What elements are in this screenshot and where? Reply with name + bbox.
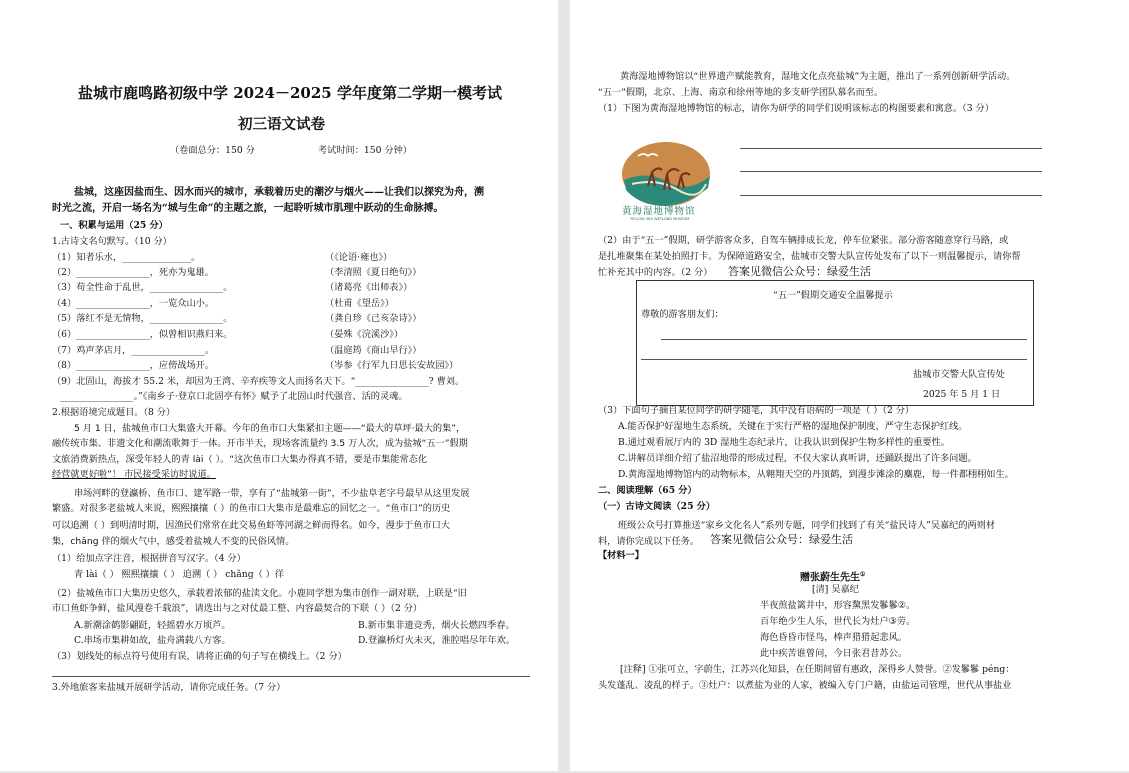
option-d: D.黄海湿地博物馆内的动物标本，从翱翔天空的丹顶鹤，到漫步滩涂的麋鹿，每一件都栩栩如生。 [618, 469, 1014, 480]
intro-line: 盐城，这座因盐而生、因水而兴的城市，承载着历史的潮汐与烟火——让我们以探究为舟，溯 [74, 187, 484, 198]
exam-subtitle: 初三语文试卷 [238, 116, 325, 133]
poem-source: （岑参《行军九日思长安故园》） [325, 360, 459, 371]
notice-answer-line [661, 339, 1027, 340]
footnote: [注释] ①张可立，字蔚生，江苏兴化知县，在任期间留有惠政，深得乡人赞誉。②发鬖鬖 péng： [620, 664, 1015, 675]
sub-question: 忙补充其中的内容。（2 分） [598, 267, 713, 278]
poem-fill-item: （3）苟全性命于乱世，________________。 [52, 282, 233, 293]
notice-signer: 盐城市交警大队宣传处 [913, 369, 1005, 380]
section-heading: 一、积累与运用（25 分） [60, 220, 168, 231]
poem-source: （《论语·雍也》） [325, 252, 393, 263]
option-a: A.能否保护好湿地生态系统，关键在于实行严格的湿地保护制度，严守生态保护红线。 [618, 421, 968, 432]
reading-intro: 班级公众号打算推送“家乡文化名人”系列专题，同学们找到了有关“盐民诗人”吴嘉纪的两则材 [618, 520, 996, 531]
notice-date: 2025 年 5 月 1 日 [923, 389, 1001, 400]
answer-line [52, 676, 530, 677]
watermark-text: 答案见微信公众号：绿爱生活 [728, 265, 871, 278]
poem-source: （杜甫《望岳》） [325, 298, 394, 309]
footnote: 头发蓬乱、凌乱的样子。③灶户：以煮盐为业的人家，被编入专门户籍，由盐运司管理，世代从事盐业 [598, 680, 1012, 691]
poem-fill-item: （1）知者乐水，_______________。 [52, 252, 201, 263]
exam-page-right [570, 0, 1129, 771]
time-info: 考试时间：150 分钟） [318, 145, 412, 156]
poem-fill-item: （6）________________，似曾相识燕归来。 [52, 329, 233, 340]
answer-line [740, 195, 1042, 196]
poem-fill-item: （2）________________，死亦为鬼雄。 [52, 267, 215, 278]
poem-line: 此中疾苦谁曾问，今日张君昔苏公。 [760, 648, 907, 659]
poem-source: （晏殊《浣溪沙》） [325, 329, 404, 340]
poem-line: 半夜煎盐篱井中，形容黧黑发鬖鬖②。 [760, 600, 916, 611]
passage-line: 繁盛。对很多老盐城人来说，熙熙攘攘（ ）的鱼市口大集市是最难忘的回忆之一。“鱼市口”的历史 [52, 503, 451, 514]
passage-line: 融传统市集、非遗文化和潮流歌舞于一体。开市半天，现场客流量约 3.5 万人次，成为盐城“五一”假期 [52, 438, 468, 449]
section-heading: 二、阅读理解（65 分） [598, 485, 697, 496]
poem-fill-item: （4）________________，一览众山小。 [52, 298, 215, 309]
logo-text: 黄海湿地博物馆 [622, 206, 696, 217]
sub-question: 是扎堆聚集在某处拍照打卡。为保障道路安全，盐城市交警大队宣传处发布了以下一则温馨提示，请你帮 [598, 251, 1021, 262]
sub-question: （3）划线处的标点符号使用有误，请将正确的句子写在横线上。（2 分） [52, 651, 347, 662]
sub-question-items: 青 lài（ ） 熙熙攘攘（ ） 追溯（ ） chǎng（ ）徉 [74, 569, 285, 580]
reading-intro: 料，请你完成以下任务。 [598, 536, 700, 547]
question-title: 3.外地旅客来盐城开展研学活动，请你完成任务。（7 分） [52, 682, 286, 693]
sub-question: （2）盐城鱼市口大集历史悠久，承载着浓郁的盐渎文化。小鹿同学想为集市创作一副对联，上联是“旧 [52, 588, 467, 599]
exam-page-left [0, 0, 558, 771]
passage-underlined-line: 经营就更好啦”！ 市民接受采访时说道。 [52, 469, 216, 480]
passage-line: 5 月 1 日，盐城鱼市口大集盛大开幕。今年的鱼市口大集紧扣主题——“最大的草坪·最大的集”， [74, 423, 466, 434]
poem-fill-item: ________________。”《南乡子·登京口北固亭有怀》赋予了北固山时代强音、活的灵魂。 [60, 391, 408, 402]
poem-source: （温庭筠《商山早行》） [325, 345, 422, 356]
poem-source: （诸葛亮《出师表》） [325, 282, 413, 293]
poem-title [800, 568, 865, 584]
intro-line: 时光之流，开启一场名为“城与生命”的主题之旅，一起聆听城市肌理中跃动的生命脉搏。 [52, 203, 444, 214]
material-label: 【材料一】 [598, 550, 644, 561]
sub-question: （2）由于“五一”假期，研学游客众多，自驾车辆排成长龙，停车位紧张。部分游客随意穿行马路，或 [598, 235, 1009, 246]
intro-line: 黄海湿地博物馆以“世界遗产赋能教育，湿地文化点亮盐城”为主题，推出了一系列创新研学活动。 [620, 71, 1016, 82]
exam-title: 盐城市鹿鸣路初级中学 2024－2025 学年度第二学期一模考试 [78, 84, 502, 102]
poem-title-text: 赠张蔚生先生 [800, 572, 860, 584]
poem-fill-item: （9）北固山，海拔才 55.2 米，却因为王湾、辛弃疾等文人而扬名天下。“________________? 曹刘。 [52, 376, 465, 387]
passage-line: 文旅消费新热点，深受年轻人的青 lài（ ）。“这次鱼市口大集办得真不错，要是市集能常态化 [52, 454, 428, 465]
option-d: D.登瀛桥灯火未灭，淮腔唱尽年年欢。 [358, 635, 515, 646]
passage-line: 可以追溯（ ）到明清时期，因渔民们常常在此交易鱼虾等河湖之鲜而得名。如今，漫步于鱼市口大 [52, 520, 450, 531]
question-title: 2.根据语境完成题目。（8 分） [52, 407, 176, 418]
subsection-heading: （一）古诗文阅读（25 分） [598, 501, 716, 512]
passage-line: 串场河畔的登瀛桥、鱼市口、建军路一带，享有了“盐城第一街”，不少盐阜老字号最早从这里发展 [74, 488, 470, 499]
question-title: 1.古诗文名句默写。（10 分） [52, 236, 172, 247]
poem-line: 海色昏昏市怪鸟，棒声猎猎起悲风。 [760, 632, 907, 643]
answer-line [740, 171, 1042, 172]
sub-question: （1）给加点字注音，根据拼音写汉字。（4 分） [52, 553, 246, 564]
poem-source: （龚自珍《己亥杂诗》） [325, 313, 422, 324]
notice-title: “五一”假期交通安全温馨提示 [773, 290, 893, 301]
sub-question: （3）下面句子摘自某位同学的研学随笔，其中没有语病的一项是（ ）（2 分） [598, 405, 915, 416]
score-info: （卷面总分：150 分 [170, 145, 255, 156]
watermark-text: 答案见微信公众号：绿爱生活 [710, 533, 853, 546]
answer-line [740, 148, 1042, 149]
passage-line: 集，chǎng 伴的烟火气中，感受着盐城人不变的民俗风情。 [52, 536, 295, 547]
option-b: B.通过观看展厅内的 3D 湿地生态纪录片，让我认识到保护生物多样性的重要性。 [618, 437, 950, 448]
notice-box [636, 280, 1034, 406]
sub-question: （1）下图为黄海湿地博物馆的标志，请你为研学的同学们说明该标志的构图要素和寓意。（3 分） [598, 103, 994, 114]
option-b: B.新市集非遗竞秀，烟火长燃四季春。 [358, 620, 515, 631]
poem-fill-item: （5）落红不是无情物，________________。 [52, 313, 233, 324]
notice-answer-line [641, 359, 1027, 360]
option-c: C.讲解员详细介绍了盐沼地带的形成过程，不仅大家认真听讲，还踊跃提出了许多问题。 [618, 453, 977, 464]
option-a: A.新潮涂鹤影翩跹，轻摇碧水万顷芦。 [74, 620, 231, 631]
poem-fill-item: （7）鸡声茅店月，________________。 [52, 345, 215, 356]
poem-author: [清] 吴嘉纪 [812, 584, 859, 595]
intro-line: “五一”假期，北京、上海、南京和徐州等地的多支研学团队慕名而至。 [598, 87, 884, 98]
sub-question: 市口鱼虾争鲜，盐风漫卷千载浪”，请选出与之对仗最工整、内容最契合的下联（ ）（2 分） [52, 603, 423, 614]
option-c: C.串场市集耕如故，盐舟满载八方客。 [74, 635, 231, 646]
poem-fill-item: （8）________________，应傍战场开。 [52, 360, 215, 371]
logo-english: YELLOW SEA WETLAND MUSEUM [630, 217, 690, 221]
footnote-mark: ① [860, 571, 866, 578]
poem-line: 百年绝少生人乐，世代长为灶户③劳。 [760, 616, 916, 627]
notice-greeting: 尊敬的游客朋友们： [641, 309, 724, 320]
museum-logo [618, 140, 718, 224]
poem-source: （李清照《夏日绝句》） [325, 267, 422, 278]
museum-logo-icon [618, 140, 718, 212]
